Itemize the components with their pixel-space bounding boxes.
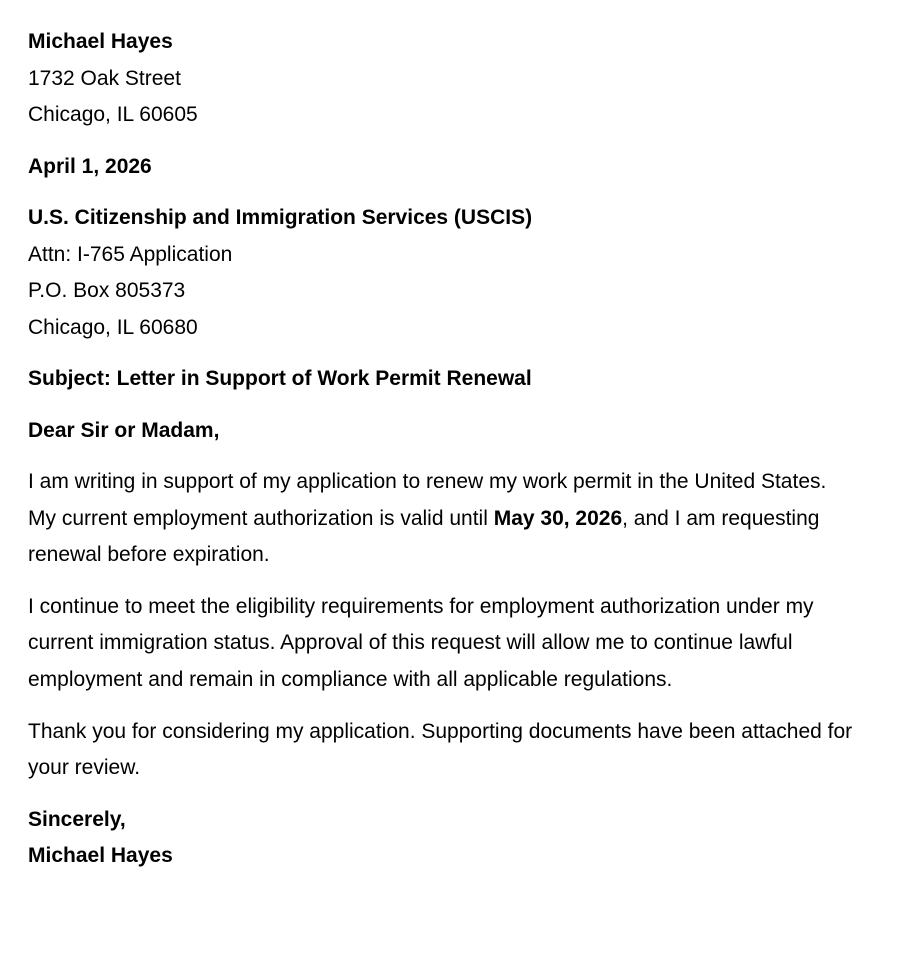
closing-block [28,802,858,875]
date-block [28,149,858,186]
salutation: Dear Sir or Madam, [28,418,220,442]
body-paragraph [28,714,858,787]
letter-date: April 1, 2026 [28,154,152,178]
sender-address-line1: 1732 Oak Street [28,66,181,90]
body-text: I am writing in support of my application to renew my work permit in the United States. My current employment authorization is valid until [28,470,827,530]
body-text-bold: May 30, 2026 [493,506,623,530]
subject-block [28,361,858,398]
sender-block [28,24,858,134]
subject-line: Subject: Letter in Support of Work Permit Renewal [28,367,532,391]
body-text: , and I am requesting renewal before expiration. [28,506,820,567]
body-paragraph [28,464,858,574]
body-paragraph [28,589,858,699]
body-text: Thank you for considering my application. Supporting documents have been attached for your review. [28,719,853,780]
recipient-po-box-line: P.O. Box 805373 [28,279,186,303]
recipient-block [28,200,858,346]
body-text: I continue to meet the eligibility requirements for employment authorization under my current immigration status. Approval of this request will allow me to continue lawful employment and remain in compliance with all applicable regulations. [28,594,814,691]
sender-name: Michael Hayes [28,30,173,53]
sender-address-line2: Chicago, IL 60605 [28,103,198,127]
recipient-city-line: Chicago, IL 60680 [28,315,198,339]
recipient-name: U.S. Citizenship and Immigration Services (USCIS) [28,206,533,230]
closing: Sincerely, [28,807,126,831]
salutation-block [28,413,858,450]
letter-body [28,464,858,786]
signature-name: Michael Hayes [28,844,173,868]
recipient-attn-line: Attn: I-765 Application [28,242,233,266]
